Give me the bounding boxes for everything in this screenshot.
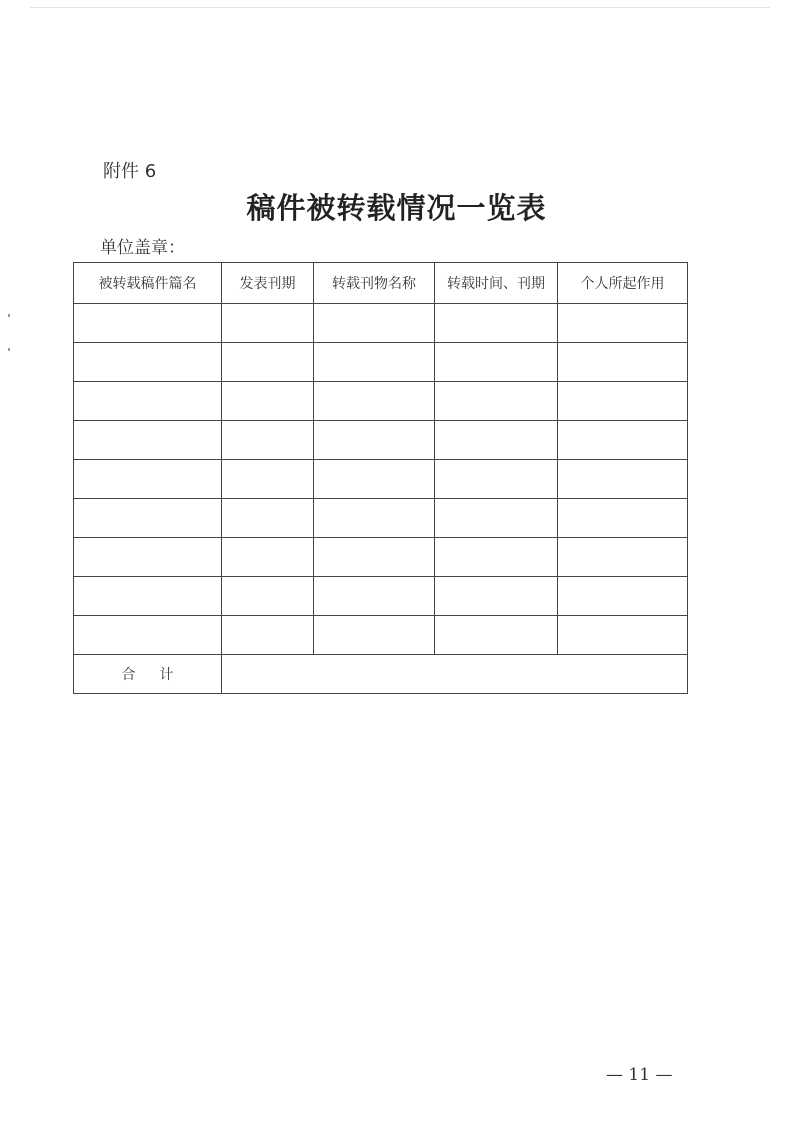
table-cell[interactable] <box>435 460 558 499</box>
table-header-row <box>74 263 688 304</box>
table-cell[interactable] <box>558 343 688 382</box>
table-cell[interactable] <box>435 616 558 655</box>
table-cell[interactable] <box>74 460 222 499</box>
table-cell[interactable] <box>222 460 314 499</box>
table-cell[interactable] <box>435 421 558 460</box>
table-cell[interactable] <box>74 304 222 343</box>
table-cell[interactable] <box>435 499 558 538</box>
table-cell[interactable] <box>558 421 688 460</box>
table-cell[interactable] <box>435 382 558 421</box>
page-title: 稿件被转载情况一览表 <box>246 191 547 225</box>
table-cell[interactable] <box>74 616 222 655</box>
table-row <box>74 304 688 343</box>
table-cell[interactable] <box>74 382 222 421</box>
table-row <box>74 343 688 382</box>
table-cell[interactable] <box>314 499 435 538</box>
unit-seal-label: 单位盖章： <box>100 238 185 258</box>
table-cell[interactable] <box>314 577 435 616</box>
table-cell[interactable] <box>314 538 435 577</box>
table-cell[interactable] <box>314 343 435 382</box>
table-cell[interactable] <box>74 343 222 382</box>
scan-mark <box>8 314 10 317</box>
table-cell[interactable] <box>74 499 222 538</box>
table-row <box>74 577 688 616</box>
attachment-label: 附件 6 <box>103 161 157 182</box>
table-cell[interactable] <box>222 343 314 382</box>
table-cell[interactable] <box>74 538 222 577</box>
page-number: — 11 — <box>606 1065 673 1085</box>
table-cell[interactable] <box>222 538 314 577</box>
table-body <box>74 304 688 655</box>
reprint-table <box>73 262 688 694</box>
table-row <box>74 499 688 538</box>
table-cell[interactable] <box>74 577 222 616</box>
table-cell[interactable] <box>222 577 314 616</box>
table-cell[interactable] <box>435 577 558 616</box>
header-personal-role: 个人所起作用 <box>558 263 688 304</box>
table-cell[interactable] <box>222 616 314 655</box>
table-cell[interactable] <box>558 460 688 499</box>
header-publish-issue: 发表刊期 <box>222 263 314 304</box>
table-cell[interactable] <box>74 421 222 460</box>
table-cell[interactable] <box>222 382 314 421</box>
top-rule <box>30 7 770 8</box>
table-cell[interactable] <box>558 304 688 343</box>
scan-mark <box>8 348 10 351</box>
table-row <box>74 460 688 499</box>
table-row <box>74 538 688 577</box>
table-cell[interactable] <box>558 616 688 655</box>
table-cell[interactable] <box>314 421 435 460</box>
table-cell[interactable] <box>222 304 314 343</box>
table-cell[interactable] <box>435 538 558 577</box>
table-cell[interactable] <box>435 343 558 382</box>
header-reprint-journal: 转载刊物名称 <box>314 263 435 304</box>
header-article-title: 被转载稿件篇名 <box>74 263 222 304</box>
table-row <box>74 382 688 421</box>
table-cell[interactable] <box>558 538 688 577</box>
table-cell[interactable] <box>558 577 688 616</box>
header-reprint-time-issue: 转载时间、刊期 <box>435 263 558 304</box>
total-row <box>74 655 688 694</box>
table-row <box>74 616 688 655</box>
table-cell[interactable] <box>222 421 314 460</box>
table-cell[interactable] <box>314 382 435 421</box>
table-cell[interactable] <box>314 304 435 343</box>
table-cell[interactable] <box>314 460 435 499</box>
table-cell[interactable] <box>558 499 688 538</box>
table-cell[interactable] <box>222 499 314 538</box>
total-label: 合计 <box>74 655 222 694</box>
table-cell[interactable] <box>558 382 688 421</box>
table-cell[interactable] <box>435 304 558 343</box>
total-value[interactable] <box>222 655 688 694</box>
table-cell[interactable] <box>314 616 435 655</box>
table-row <box>74 421 688 460</box>
